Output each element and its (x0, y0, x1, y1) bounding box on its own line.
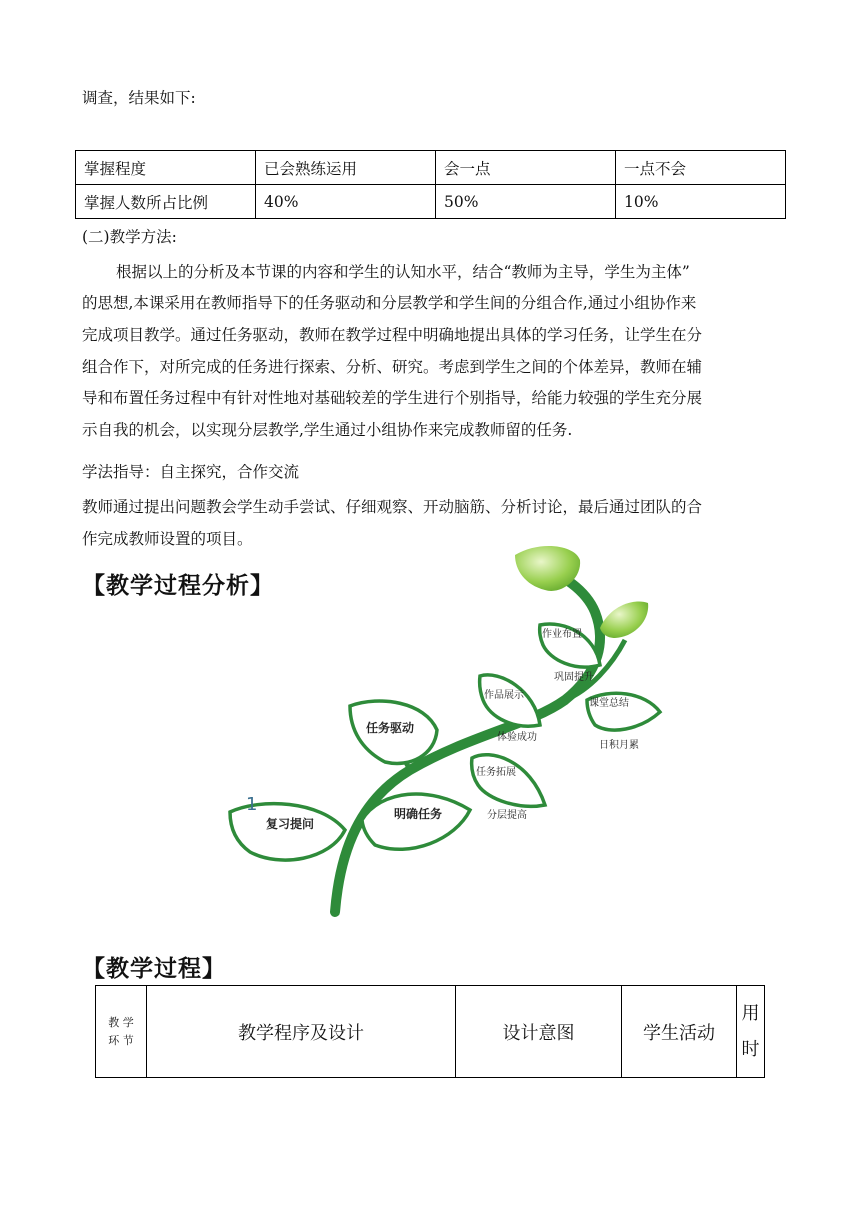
leaf-extend (472, 755, 545, 807)
table-header-cell: 教学程序及设计 (147, 986, 456, 1078)
paragraph-line: 导和布置任务过程中有针对性地对基础较差的学生进行个别指导，给能力较强的学生充分展 (82, 389, 703, 407)
leaf-label-showcase: 作品展示 (484, 690, 524, 701)
paragraph-line: 的思想,本课采用在教师指导下的任务驱动和分层教学和学生间的分组合作,通过小组协作来 (82, 294, 697, 312)
guide-line: 教师通过提出问题教会学生动手尝试、仔细观察、开动脑筋、分析讨论，最后通过团队的合 (82, 498, 703, 516)
leaf-label-accumulate: 日积月累 (599, 740, 639, 751)
table-cell: 掌握人数所占比例 (76, 185, 256, 219)
table-header-cell (96, 986, 147, 1078)
leaf-label-extend: 任务拓展 (476, 767, 516, 778)
table-header-cell: 学生活动 (622, 986, 737, 1078)
table-header-cell (737, 986, 765, 1078)
col-label: 时 (741, 1038, 760, 1060)
table-cell: 会一点 (436, 151, 616, 185)
process-heading: 【教学过程】 (82, 956, 226, 982)
top-leaf (600, 601, 648, 638)
table-cell: 一点不会 (616, 151, 786, 185)
paragraph-line: 示自我的机会，以实现分层教学,学生通过小组协作来完成教师留的任务. (82, 421, 573, 439)
leaf-label-experience: 体验成功 (497, 732, 537, 743)
table-cell: 已会熟练运用 (256, 151, 436, 185)
process-vine-diagram (0, 540, 860, 930)
guide-line: 作完成教师设置的项目。 (82, 530, 253, 548)
leaf-label-homework: 作业布置 (542, 629, 582, 640)
process-table (95, 985, 765, 1078)
table-header-cell: 设计意图 (456, 986, 622, 1078)
method-heading: (二)教学方法: (82, 228, 177, 246)
study-guide: 学法指导：自主探究，合作交流 (82, 463, 300, 481)
col-label: 教 学 (108, 1015, 134, 1029)
table-row (76, 151, 786, 185)
table-row (76, 185, 786, 219)
leaf-label-layered: 分层提高 (487, 810, 527, 821)
table-row (96, 986, 765, 1078)
table-cell: 50% (436, 185, 616, 219)
table-cell: 10% (616, 185, 786, 219)
intro-line: 调查，结果如下: (82, 89, 196, 107)
leaf-label-consolidate: 巩固提升 (554, 672, 594, 683)
leaf-clarify (362, 794, 470, 849)
diagram-number: 1 (246, 794, 258, 815)
col-label: 用 (741, 1002, 760, 1024)
leaf-label-clarify: 明确任务 (394, 807, 443, 821)
leaf-label-review: 复习提问 (266, 817, 315, 831)
analysis-heading: 【教学过程分析】 (82, 573, 274, 599)
leaf-label-drive: 任务驱动 (366, 721, 415, 735)
paragraph-line: 根据以上的分析及本节课的内容和学生的认知水平，结合“教师为主导，学生为主体” (116, 263, 690, 281)
survey-table (75, 150, 786, 219)
table-cell: 40% (256, 185, 436, 219)
leaf-label-summary: 课堂总结 (589, 698, 629, 709)
paragraph-line: 组合作下，对所完成的任务进行探索、分析、研究。考虑到学生之间的个体差异，教师在辅 (82, 358, 703, 376)
table-cell: 掌握程度 (76, 151, 256, 185)
paragraph-line: 完成项目教学。通过任务驱动，教师在教学过程中明确地提出具体的学习任务，让学生在分 (82, 326, 703, 344)
col-label: 环 节 (108, 1033, 134, 1047)
